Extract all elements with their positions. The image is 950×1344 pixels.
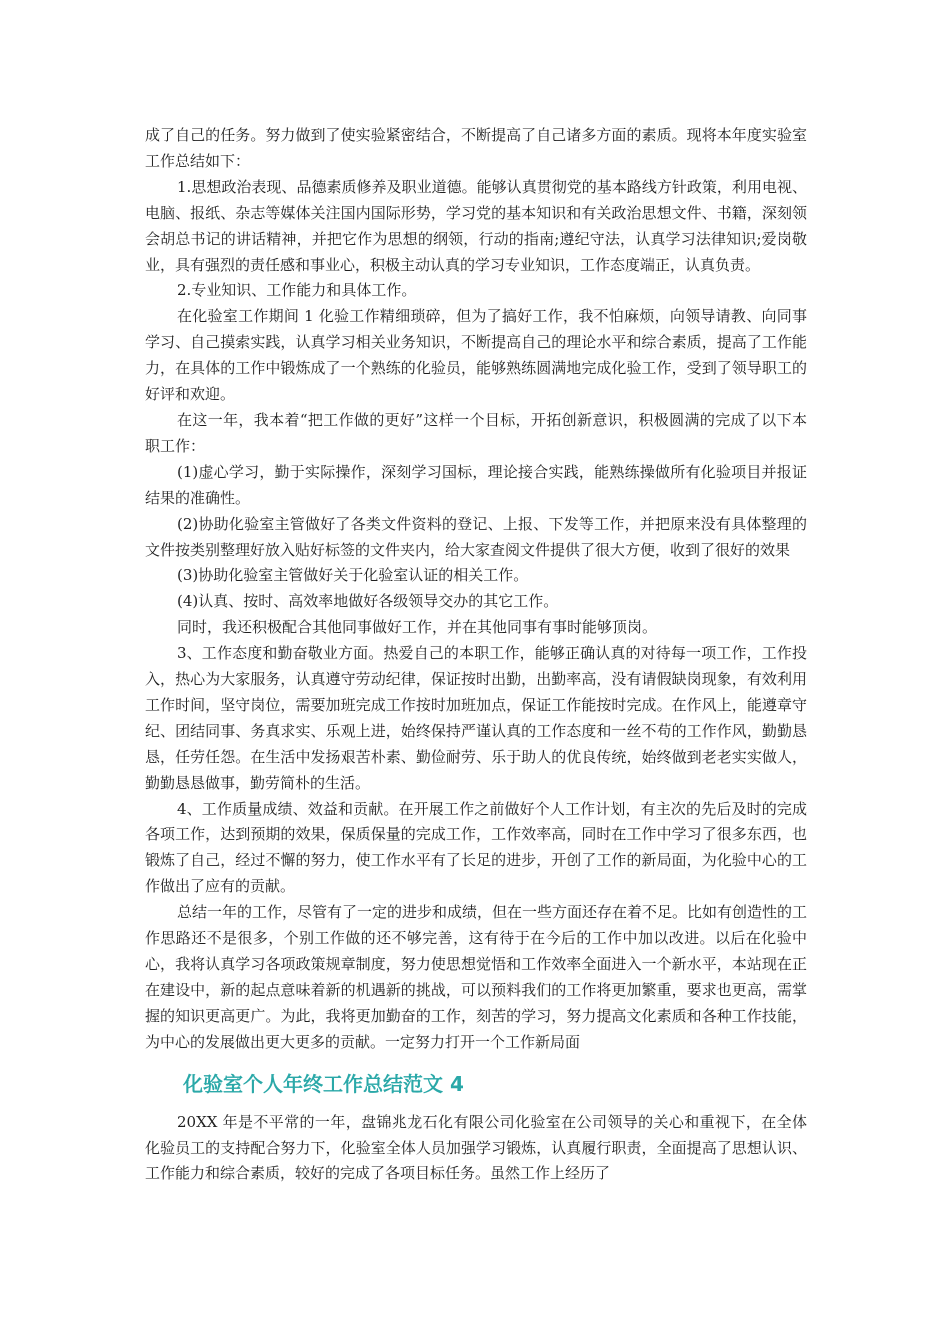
paragraph: 4、工作质量成绩、效益和贡献。在开展工作之前做好个人工作计划，有主次的先后及时的完成各项工作，达到预期的效果，保质保量的完成工作，工作效率高，同时在工作中学习了很多东西，也锻炼了自己，经过不懈的努力，使工作水平有了长足的进步，开创了工作的新局面，为化验中心的工作做出了应有的贡献。 <box>145 799 807 896</box>
paragraph: 总结一年的工作，尽管有了一定的进步和成绩，但在一些方面还存在着不足。比如有创造性的工作思路还不是很多，个别工作做的还不够完善，这有待于在今后的工作中加以改进。以后在化验中心，我将认真学习各项政策规章制度，努力使思想觉悟和工作效率全面进入一个新水平，本站现在正在建设中，新的起点意味着新的机遇新的挑战，可以预料我们的工作将更加繁重，要求也更高，需掌握的知识更高更广。为此，我将更加勤奋的工作，刻苦的学习，努力提高文化素质和各种工作技能，为中心的发展做出更大更多的贡献。一定努力打开一个工作新局面 <box>145 903 808 1051</box>
document-page <box>145 123 807 1187</box>
paragraph: 成了自己的任务。努力做到了使实验紧密结合，不断提高了自己诸多方面的素质。现将本年度实验室工作总结如下： <box>145 126 807 170</box>
section-heading: 化验室个人年终工作总结范文 4 <box>183 1071 464 1096</box>
paragraph: 在化验室工作期间 1 化验工作精细琐碎，但为了搞好工作，我不怕麻烦，向领导请教、向同事学习、自己摸索实践，认真学习相关业务知识，不断提高自己的理论水平和综合素质，提高了工作能力，在具体的工作中锻炼成了一个熟练的化验员，能够熟练圆满地完成化验工作，受到了领导职工的好评和欢迎。 <box>145 307 807 404</box>
paragraph: (1)虚心学习，勤于实际操作，深刻学习国标，理论接合实践，能熟练操做所有化验项目并报证结果的准确性。 <box>145 462 807 507</box>
paragraph: 20XX 年是不平常的一年，盘锦兆龙石化有限公司化验室在公司领导的关心和重视下，在全体化验员工的支持配合努力下，化验室全体人员加强学习锻炼，认真履行职责，全面提高了思想认识、工作能力和综合素质，较好的完成了各项目标任务。虽然工作上经历了 <box>145 1112 807 1183</box>
paragraph: (3)协助化验室主管做好关于化验室认证的相关工作。 <box>177 566 529 585</box>
paragraph: 3、工作态度和勤奋敬业方面。热爱自己的本职工作，能够正确认真的对待每一项工作，工作投入，热心为大家服务，认真遵守劳动纪律，保证按时出勤，出勤率高，没有请假缺岗现象，有效利用工作时间，坚守岗位，需要加班完成工作按时加班加点，保证工作能按时完成。在作风上，能遵章守纪、团结同事、务真求实、乐观上进，始终保持严谨认真的工作态度和一丝不苟的工作作风，勤勤恳恳，任劳任怨。在生活中发扬艰苦朴素、勤俭耐劳、乐于助人的优良传统，始终做到老老实实做人，勤勤恳恳做事，勤劳简朴的生活。 <box>145 644 807 792</box>
paragraph: (4)认真、按时、高效率地做好各级领导交办的其它工作。 <box>177 592 559 611</box>
paragraph: 1.思想政治表现、品德素质修养及职业道德。能够认真贯彻党的基本路线方针政策，利用电视、电脑、报纸、杂志等媒体关注国内国际形势，学习党的基本知识和有关政治思想文件、书籍，深刻领会胡总书记的讲话精神，并把它作为思想的纲领，行动的指南;遵纪守法，认真学习法律知识;爱岗敬业，具有强烈的责任感和事业心，积极主动认真的学习专业知识，工作态度端正，认真负责。 <box>145 177 807 274</box>
paragraph: 2.专业知识、工作能力和具体工作。 <box>177 281 417 300</box>
paragraph: 在这一年，我本着“把工作做的更好”这样一个目标，开拓创新意识，积极圆满的完成了以下本职工作： <box>145 410 807 455</box>
body-text-bottom <box>145 1110 807 1188</box>
body-text-top <box>145 123 807 1056</box>
paragraph: 同时，我还积极配合其他同事做好工作，并在其他同事有事时能够顶岗。 <box>177 618 658 637</box>
paragraph: (2)协助化验室主管做好了各类文件资料的登记、上报、下发等工作，并把原来没有具体整理的文件按类别整理好放入贴好标签的文件夹内，给大家查阅文件提供了很大方便，收到了很好的效果 <box>145 514 807 559</box>
